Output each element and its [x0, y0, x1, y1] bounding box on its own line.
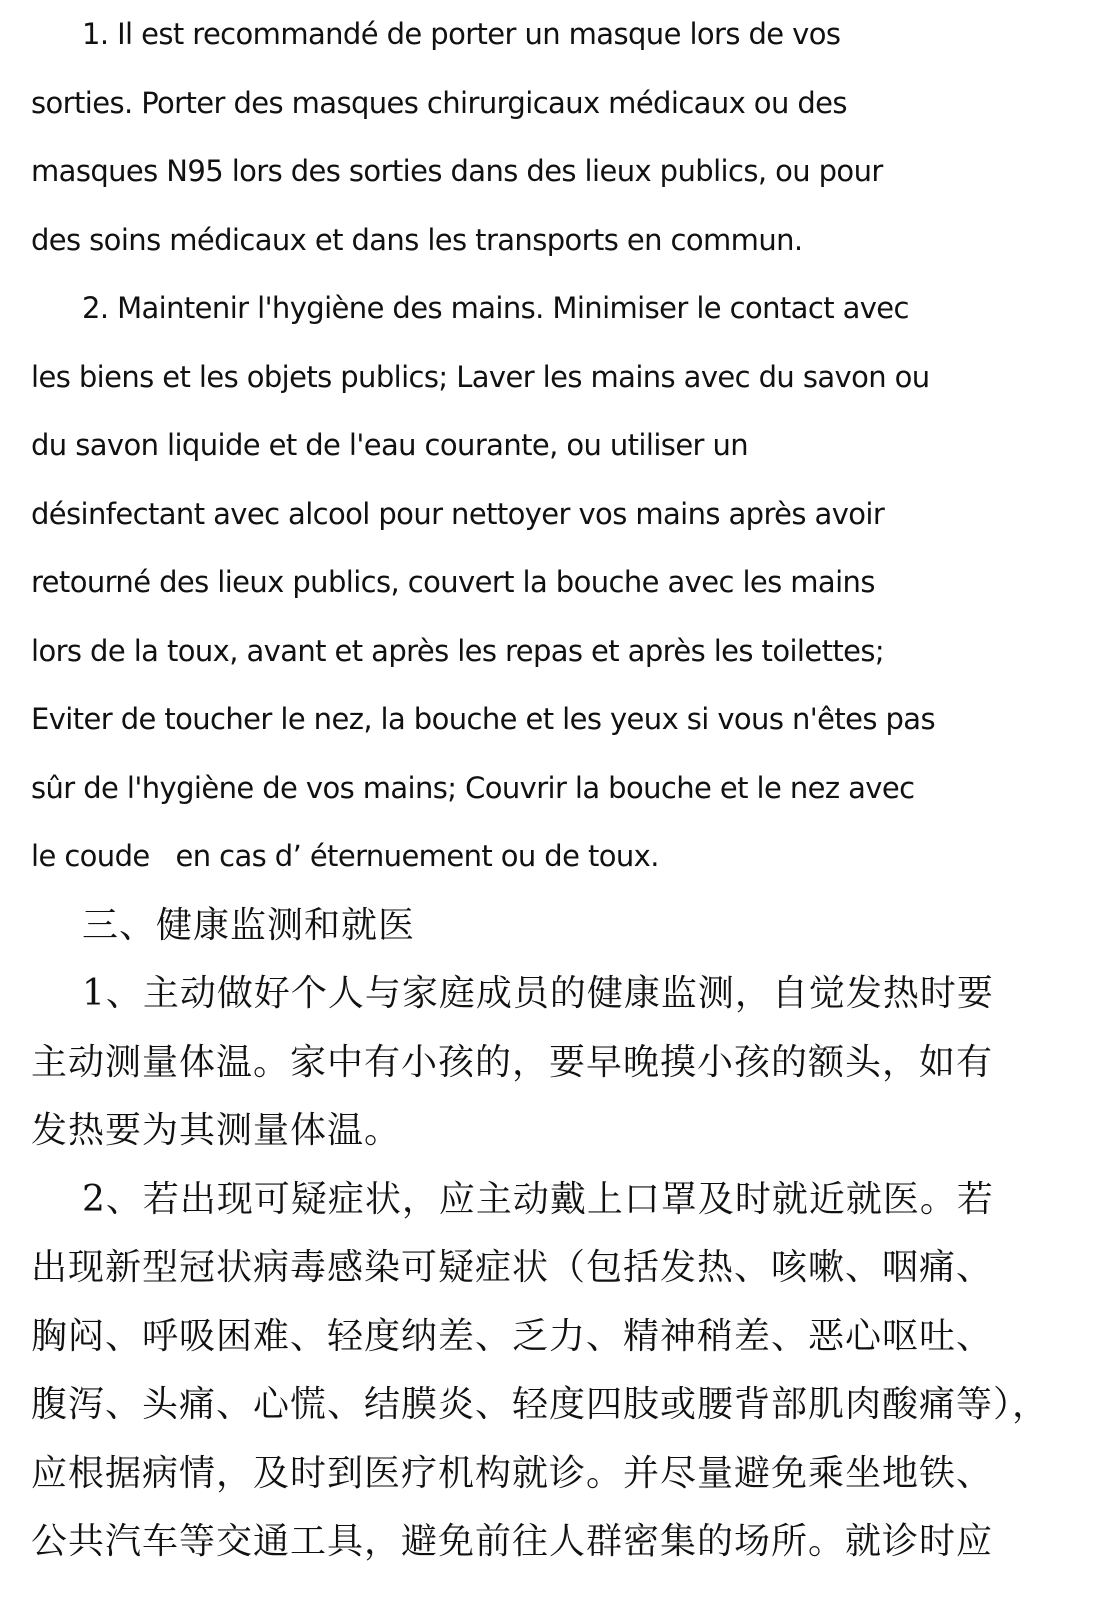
- paragraph-line: du savon liquide et de l'eau courante, ou utiliser un: [31, 428, 749, 462]
- paragraph-line: le coude en cas d’ éternuement ou de toux.: [31, 839, 659, 873]
- paragraph-line: 出现新型冠状病毒感染可疑症状（包括发热、咳嗽、咽痛、: [31, 1247, 994, 1288]
- paragraph-line: sorties. Porter des masques chirurgicaux médicaux ou des: [31, 86, 847, 120]
- paragraph-line: 主动测量体温。家中有小孩的，要早晚摸小孩的额头，如有: [31, 1042, 994, 1083]
- paragraph-line: 2. Maintenir l'hygiène des mains. Minimiser le contact avec: [82, 291, 909, 325]
- paragraph-line: 公共汽车等交通工具，避免前往人群密集的场所。就诊时应: [31, 1521, 994, 1562]
- paragraph-line: 胸闷、呼吸困难、轻度纳差、乏力、精神稍差、恶心呕吐、: [31, 1316, 994, 1357]
- paragraph-line: 1、主动做好个人与家庭成员的健康监测，自觉发热时要: [82, 973, 994, 1014]
- section-heading: 三、健康监测和就医: [82, 905, 416, 946]
- paragraph-line: masques N95 lors des sorties dans des lieux publics, ou pour: [31, 154, 883, 188]
- paragraph-line: 2、若出现可疑症状，应主动戴上口罩及时就近就医。若: [82, 1179, 994, 1220]
- paragraph-line: Eviter de toucher le nez, la bouche et les yeux si vous n'êtes pas: [31, 702, 935, 736]
- paragraph-line: 1. Il est recommandé de porter un masque lors de vos: [82, 17, 841, 51]
- paragraph-line: 发热要为其测量体温。: [31, 1110, 402, 1151]
- paragraph-line: sûr de l'hygiène de vos mains; Couvrir la bouche et le nez avec: [31, 771, 915, 805]
- paragraph-line: les biens et les objets publics; Laver les mains avec du savon ou: [31, 360, 930, 394]
- paragraph-line: désinfectant avec alcool pour nettoyer vos mains après avoir: [31, 497, 885, 531]
- paragraph-line: 应根据病情，及时到医疗机构就诊。并尽量避免乘坐地铁、: [31, 1453, 994, 1494]
- paragraph-line: lors de la toux, avant et après les repas et après les toilettes;: [31, 634, 885, 668]
- paragraph-line: retourné des lieux publics, couvert la bouche avec les mains: [31, 565, 875, 599]
- paragraph-line: 腹泻、头痛、心慌、结膜炎、轻度四肢或腰背部肌肉酸痛等），: [31, 1384, 1050, 1425]
- paragraph-line: des soins médicaux et dans les transports en commun.: [31, 223, 803, 257]
